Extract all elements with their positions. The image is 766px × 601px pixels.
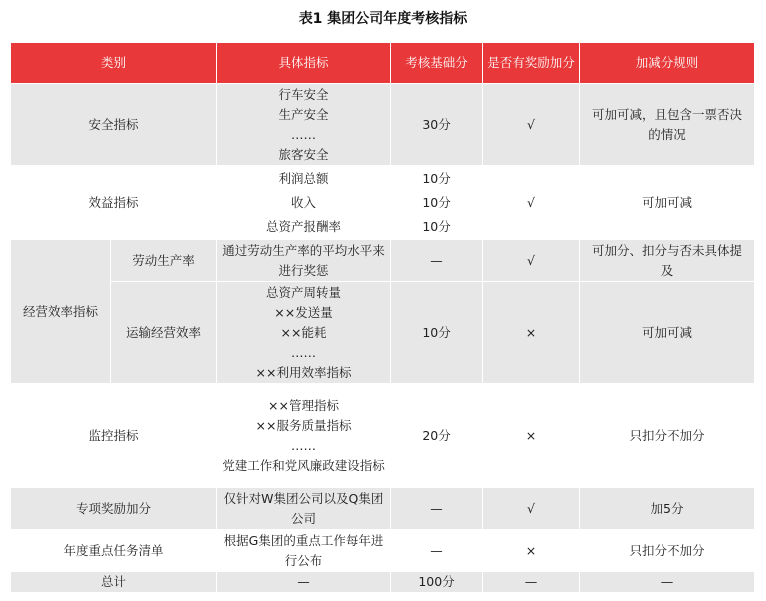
table-row [11,488,755,530]
category-cell: 经营效率指标 [11,240,111,384]
bonus-cell: — [483,572,580,593]
score-cell [391,166,483,240]
header-category: 类别 [11,43,217,84]
indicator-item: 收入 [291,194,317,210]
indicator-cell [217,84,391,166]
table-row [11,282,755,384]
score-item: 10分 [422,218,451,234]
bonus-cell: √ [483,488,580,530]
indicator-item: ××发送量 [274,304,333,320]
indicator-cell [217,282,391,384]
category-cell: 总计 [11,572,217,593]
header-base-score: 考核基础分 [391,43,483,84]
table-title: 表1 集团公司年度考核指标 [298,11,468,27]
indicator-item: ××管理指标 [268,397,339,413]
indicator-item: ××利用效率指标 [255,364,352,380]
bonus-cell: × [483,530,580,572]
indicator-item: …… [291,437,317,453]
score-cell: 10分 [391,282,483,384]
indicator-item: ××能耗 [280,324,327,340]
indicator-item: ××服务质量指标 [255,417,352,433]
indicator-item: 行车安全 [278,86,329,102]
category-cell: 安全指标 [11,84,217,166]
indicator-cell: — [217,572,391,593]
table-row-total [11,572,755,593]
bonus-cell: × [483,384,580,488]
table-row [11,240,755,282]
indicator-cell [217,166,391,240]
indicator-cell: 根据G集团的重点工作每年进行公布 [217,530,391,572]
indicator-item: 总资产报酬率 [266,218,342,234]
rule-cell: 可加可减 [580,166,755,240]
rule-cell: 只扣分不加分 [580,384,755,488]
table-row [11,84,755,166]
subcategory-cell: 运输经营效率 [111,282,217,384]
bonus-cell: √ [483,84,580,166]
score-item: 10分 [422,194,451,210]
header-rule: 加减分规则 [580,43,755,84]
indicator-item: 总资产周转量 [266,284,342,300]
score-cell: 100分 [391,572,483,593]
score-cell: — [391,530,483,572]
category-cell: 效益指标 [11,166,217,240]
score-cell: — [391,488,483,530]
indicator-cell: 通过劳动生产率的平均水平来进行奖惩 [217,240,391,282]
score-item: 10分 [422,170,451,186]
rule-cell: 只扣分不加分 [580,530,755,572]
rule-cell: 可加分、扣分与否未具体提及 [580,240,755,282]
rule-cell: — [580,572,755,593]
category-cell: 年度重点任务清单 [11,530,217,572]
table-row [11,166,755,240]
category-cell: 专项奖励加分 [11,488,217,530]
table-row [11,530,755,572]
header-indicator: 具体指标 [217,43,391,84]
assessment-table [10,42,755,593]
bonus-cell: √ [483,240,580,282]
rule-cell: 可加可减，且包含一票否决的情况 [580,84,755,166]
header-bonus: 是否有奖励加分 [483,43,580,84]
score-cell: — [391,240,483,282]
score-cell: 20分 [391,384,483,488]
rule-cell: 可加可减 [580,282,755,384]
indicator-cell: 仅针对W集团公司以及Q集团公司 [217,488,391,530]
indicator-cell [217,384,391,488]
indicator-item: …… [291,344,317,360]
bonus-cell: × [483,282,580,384]
indicator-item: 旅客安全 [278,146,329,162]
indicator-item: 利润总额 [278,170,329,186]
rule-cell: 加5分 [580,488,755,530]
score-cell: 30分 [391,84,483,166]
table-row [11,384,755,488]
indicator-item: 生产安全 [278,106,329,122]
bonus-cell: √ [483,166,580,240]
indicator-item: 党建工作和党风廉政建设指标 [222,457,385,473]
indicator-item: …… [291,126,317,142]
subcategory-cell: 劳动生产率 [111,240,217,282]
category-cell: 监控指标 [11,384,217,488]
